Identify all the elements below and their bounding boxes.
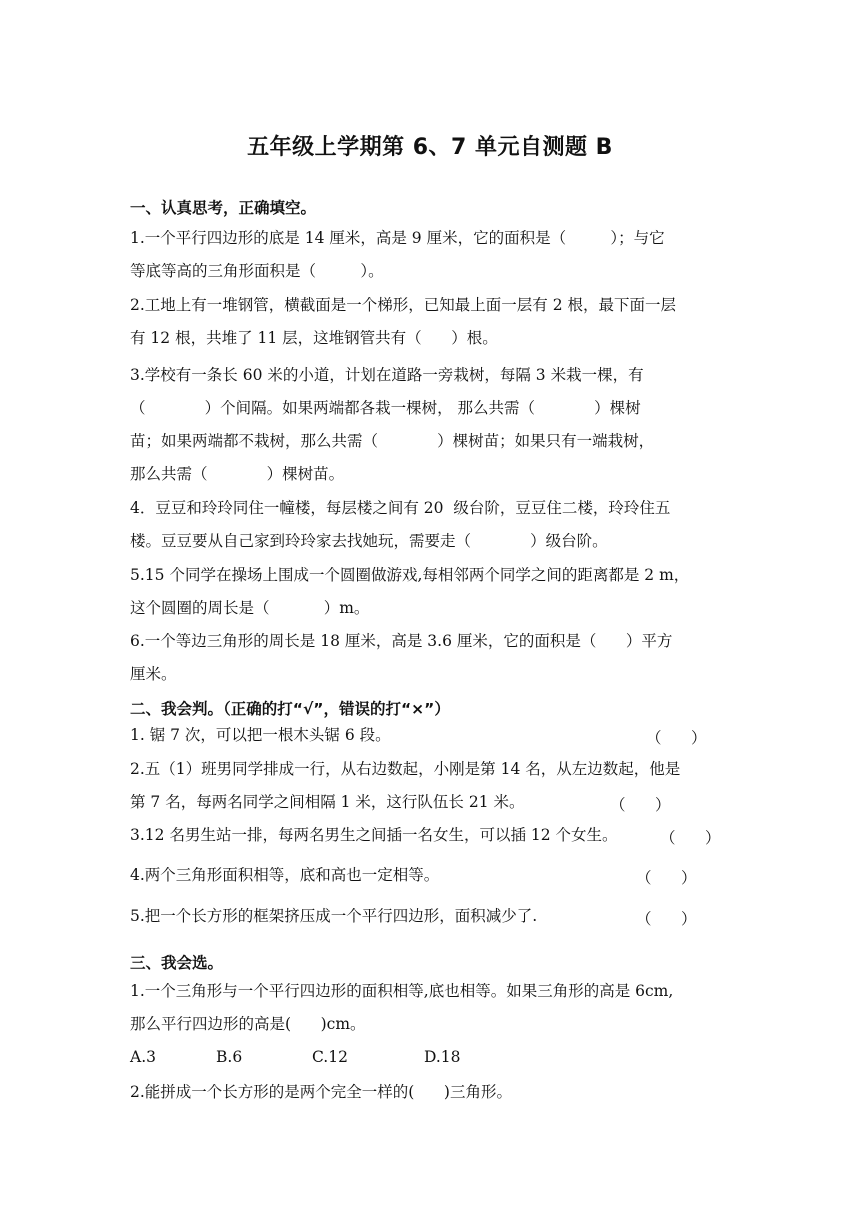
s1-line-9: 4．豆豆和玲玲同住一幢楼，每层楼之间有 20 级台阶，豆豆住二楼，玲玲住五 (130, 499, 671, 517)
option-a[interactable]: A.3 (130, 1048, 156, 1066)
s1-line-8: 那么共需（ ）棵树苗。 (130, 465, 345, 483)
s2-item-5: 5.把一个长方形的框架挤压成一个平行四边形，面积减少了. (130, 907, 538, 925)
s2-item-1: 1. 锯 7 次，可以把一根木头锯 6 段。 (130, 726, 391, 744)
section-1-heading: 一、认真思考，正确填空。 (130, 199, 317, 217)
s1-line-4: 有 12 根，共堆了 11 层，这堆钢管共有（ ）根。 (130, 329, 498, 347)
s3-q1-line-2: 那么平行四边形的高是( )cm。 (130, 1015, 366, 1033)
s1-line-11: 5.15 个同学在操场上围成一个圆圈做游戏,每相邻两个同学之间的距离都是 2 m， (130, 566, 690, 584)
answer-blank[interactable]: （ ） (636, 869, 697, 887)
s1-line-1: 1.一个平行四边形的底是 14 厘米，高是 9 厘米，它的面积是（ ）；与它 (130, 229, 665, 247)
s1-line-6: （ ）个间隔。如果两端都各栽一棵树， 那么共需（ ）棵树 (130, 399, 641, 417)
s1-line-10: 楼。豆豆要从自己家到玲玲家去找她玩，需要走（ ）级台阶。 (130, 532, 608, 550)
s3-q2-line-1: 2.能拼成一个长方形的是两个完全一样的( )三角形。 (130, 1083, 512, 1101)
s2-item-2-line-2: 第 7 名，每两名同学之间相隔 1 米，这行队伍长 21 米。 (130, 793, 525, 811)
s2-item-3: 3.12 名男生站一排，每两名男生之间插一名女生，可以插 12 个女生。 (130, 826, 618, 844)
option-c[interactable]: C.12 (312, 1048, 348, 1066)
page-title: 五年级上学期第 6、7 单元自测题 B (247, 135, 613, 160)
answer-blank[interactable]: （ ） (636, 910, 697, 928)
option-d[interactable]: D.18 (424, 1048, 461, 1066)
s1-line-12: 这个圆圈的周长是（ ）m。 (130, 599, 370, 617)
s3-q1-line-1: 1.一个三角形与一个平行四边形的面积相等,底也相等。如果三角形的高是 6cm, (130, 982, 674, 1000)
answer-blank[interactable]: （ ） (660, 829, 721, 847)
s1-line-13: 6.一个等边三角形的周长是 18 厘米，高是 3.6 厘米，它的面积是（ ）平方 (130, 632, 673, 650)
s1-line-14: 厘米。 (130, 665, 177, 683)
answer-blank[interactable]: （ ） (610, 796, 671, 814)
s1-line-5: 3.学校有一条长 60 米的小道，计划在道路一旁栽树，每隔 3 米栽一棵，有 (130, 366, 644, 384)
s1-line-7: 苗；如果两端都不栽树，那么共需（ ）棵树苗；如果只有一端栽树， (130, 432, 655, 450)
s1-line-2: 等底等高的三角形面积是（ ）。 (130, 262, 384, 280)
s2-item-2-line-1: 2.五（1）班男同学排成一行，从右边数起，小刚是第 14 名，从左边数起，他是 (130, 760, 681, 778)
option-b[interactable]: B.6 (216, 1048, 243, 1066)
s2-item-4: 4.两个三角形面积相等，底和高也一定相等。 (130, 866, 440, 884)
section-3-heading: 三、我会选。 (130, 954, 224, 972)
section-2-heading: 二、我会判。（正确的打“√”，错误的打“×”） (130, 700, 450, 718)
s1-line-3: 2.工地上有一堆钢管，横截面是一个梯形，已知最上面一层有 2 根，最下面一层 (130, 296, 677, 314)
answer-blank[interactable]: （ ） (646, 729, 707, 747)
